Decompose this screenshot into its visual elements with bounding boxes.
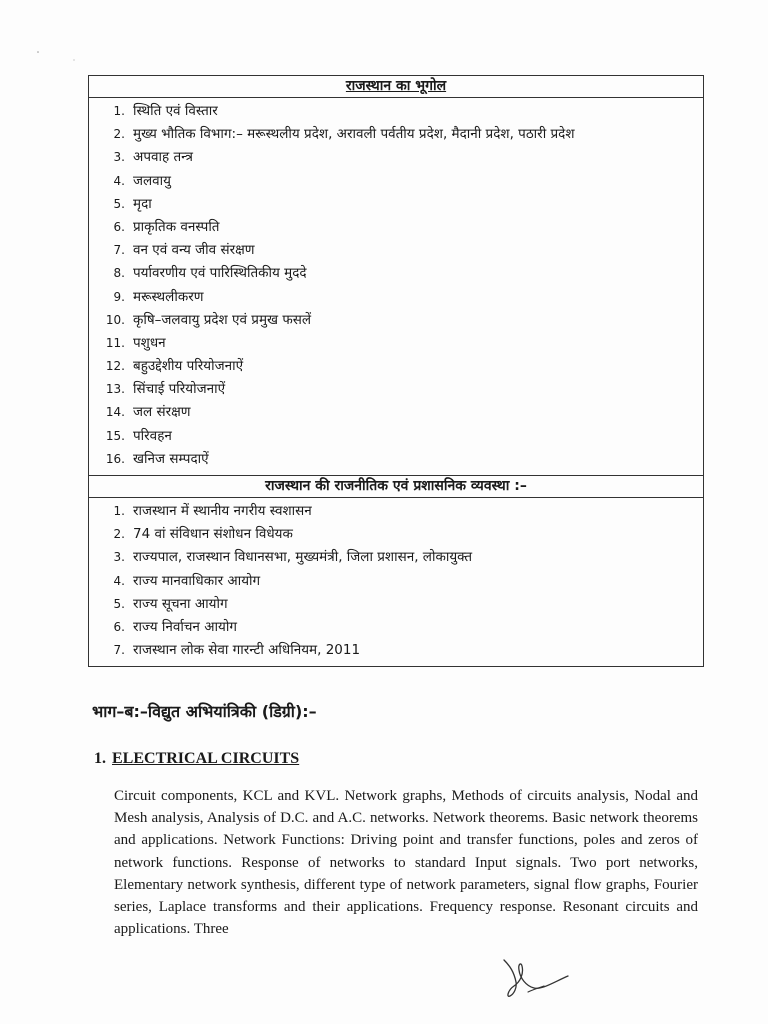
list-item-text: स्थिति एवं विस्तार — [133, 103, 218, 119]
list-item-number: 9. — [113, 289, 125, 304]
list-item-text: राजस्थान लोक सेवा गारन्टी अधिनियम, 2011 — [133, 642, 361, 659]
list-item — [89, 378, 703, 401]
list-item-text: पर्यावरणीय एवं पारिस्थितिकीय मुददे — [133, 265, 307, 282]
list-item-number: 12. — [105, 359, 125, 374]
list-item-number: 11. — [105, 335, 125, 350]
list-item — [89, 170, 703, 193]
scan-specks — [0, 0, 120, 70]
list-item-number: 3. — [113, 550, 125, 565]
section-header-geography — [89, 76, 703, 98]
list-item-text: अपवाह तन्त्र — [133, 149, 193, 166]
list-item-number: 1. — [113, 104, 125, 118]
section-header-polity — [89, 475, 703, 498]
section-title: राजस्थान की राजनीतिक एवं प्रशासनिक व्यवस्था :– — [265, 478, 527, 494]
list-item — [89, 639, 703, 662]
list-item-number: 6. — [113, 219, 125, 234]
list-item-number: 5. — [113, 196, 125, 211]
list-item — [89, 616, 703, 639]
list-item-text: बहुउद्देशीय परियोजनाऐं — [133, 358, 244, 375]
electrical-circuits-heading — [94, 750, 299, 768]
list-item-number: 1. — [113, 504, 125, 518]
list-item — [89, 401, 703, 424]
list-item — [89, 425, 703, 448]
list-item — [89, 146, 703, 169]
list-item-number: 7. — [113, 243, 125, 258]
list-item-text: मृदा — [133, 195, 152, 212]
list-item-text: राज्य निर्वाचन आयोग — [133, 618, 237, 635]
list-item — [89, 262, 703, 285]
list-item — [89, 500, 703, 523]
signature-mark — [498, 952, 578, 1002]
list-item — [89, 100, 703, 123]
list-item — [89, 523, 703, 546]
list-item-text: कृषि–जलवायु प्रदेश एवं प्रमुख फसलें — [133, 311, 312, 328]
syllabus-table — [88, 75, 704, 667]
list-item-number: 6. — [113, 619, 125, 634]
list-item-text: 74 वां संविधान संशोधन विधेयक — [133, 526, 293, 543]
list-item-number: 4. — [113, 173, 125, 188]
list-item-text: खनिज सम्पदाऐं — [133, 450, 209, 467]
list-item-text: राज्य सूचना आयोग — [133, 595, 228, 612]
list-item — [89, 570, 703, 593]
list-item — [89, 239, 703, 262]
list-item — [89, 546, 703, 569]
electrical-circuits-paragraph: Circuit components, KCL and KVL. Network graphs, Methods of circuits analysis, Nodal and Mesh analysis, Analysis of D.C. and A.C. networks. Network theorems. Basic network theorems and applications. Network Functions: Driving point and transfer functions, poles and zeros of network functions. Response of networks to standard Input signals. Two port networks, Elementary network synthesis, different type of network parameters, signal flow graphs, Fourier series, Laplace transforms and their applications. Frequency response. Resonant circuits and applications. Three — [114, 788, 698, 938]
list-item-text: जलवायु — [133, 172, 172, 189]
list-item — [89, 286, 703, 309]
list-item-number: 3. — [113, 150, 125, 165]
list-item-number: 15. — [105, 428, 125, 443]
list-item-text: राजस्थान में स्थानीय नगरीय स्वशासन — [133, 503, 312, 519]
list-item-number: 8. — [113, 266, 125, 281]
list-item-text: परिवहन — [133, 427, 172, 444]
list-item — [89, 216, 703, 239]
list-item-number: 13. — [105, 382, 125, 397]
list-item-text: प्राकृतिक वनस्पति — [133, 218, 220, 235]
list-item-number: 10. — [105, 312, 125, 327]
list-item-text: मरूस्थलीकरण — [133, 288, 204, 305]
list-item — [89, 355, 703, 378]
list-item-number: 2. — [113, 127, 125, 142]
polity-topic-list — [89, 498, 703, 666]
list-item — [89, 332, 703, 355]
list-item-text: वन एवं वन्य जीव संरक्षण — [133, 242, 255, 259]
section-title: राजस्थान का भूगोल — [345, 78, 447, 94]
list-item-number: 7. — [113, 643, 125, 658]
list-item — [89, 448, 703, 471]
heading-title: ELECTRICAL CIRCUITS — [112, 750, 300, 767]
part-heading: भाग–ब:–विद्युत अभियांत्रिकी (डिग्री):– — [92, 702, 317, 721]
list-item-text: राज्यपाल, राजस्थान विधानसभा, मुख्यमंत्री, जिला प्रशासन, लोकायुक्त — [133, 549, 473, 566]
list-item — [89, 193, 703, 216]
list-item-number: 2. — [113, 527, 125, 542]
list-item-text: पशुधन — [133, 334, 166, 351]
list-item-number: 4. — [113, 573, 125, 588]
list-item-number: 5. — [113, 596, 125, 611]
list-item-number: 16. — [105, 451, 125, 466]
list-item-text: राज्य मानवाधिकार आयोग — [133, 572, 261, 589]
list-item-text: मुख्य भौतिक विभाग:– मरूस्थलीय प्रदेश, अरावली पर्वतीय प्रदेश, मैदानी प्रदेश, पठारी प्रदेश — [133, 126, 575, 143]
geography-topic-list — [89, 98, 703, 475]
list-item — [89, 593, 703, 616]
list-item-text: सिंचाई परियोजनाऐं — [133, 381, 226, 398]
list-item — [89, 309, 703, 332]
heading-number: 1. — [94, 750, 106, 767]
list-item-text: जल संरक्षण — [133, 404, 191, 421]
list-item — [89, 123, 703, 146]
list-item-number: 14. — [105, 405, 125, 420]
